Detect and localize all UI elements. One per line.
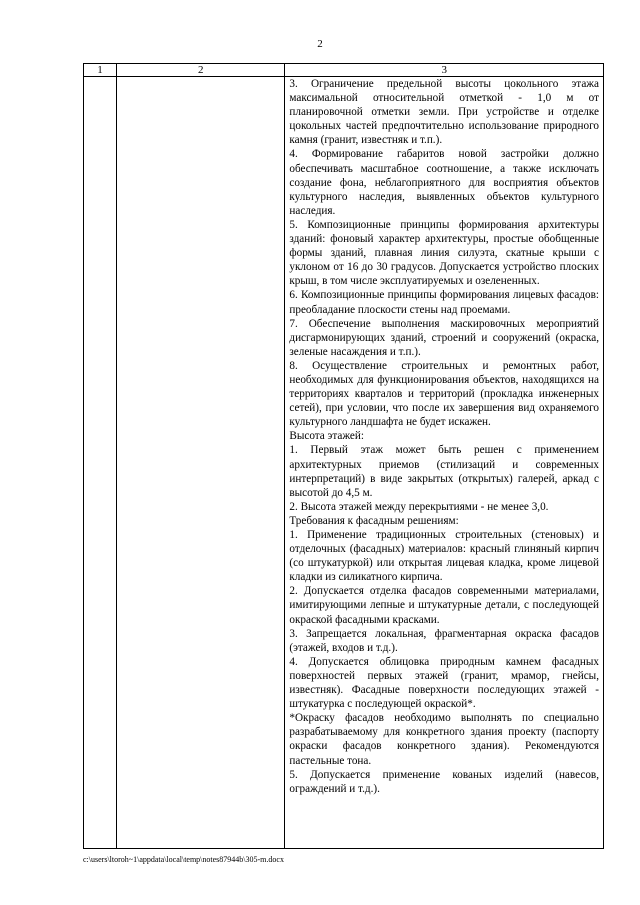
- empty-cell-1: [84, 77, 117, 849]
- file-path-footer: c:\users\ltoroh~1\appdata\local\temp\notes87944b\305-m.docx: [83, 855, 284, 864]
- paragraph: 2. Высота этажей между перекрытиями - не менее 3,0.: [289, 500, 549, 513]
- section-heading: Высота этажей:: [289, 430, 364, 443]
- page-number: 2: [317, 38, 323, 50]
- paragraph: 3. Ограничение предельной высоты цокольного этажа максимальной относительной отметкой - 1,0 м от планировочной отметки земли. При устройстве и отделке цокольных частей предпочтительно использование природного камня (гранит, известняк и т.п.).: [289, 78, 599, 147]
- requirements-cell: [285, 77, 604, 849]
- paragraph: 1. Первый этаж может быть решен с применением архитектурных приемов (стилизаций и современных интерпретаций) в виде закрытых (открытых) галерей, аркад с высотой до 4,5 м.: [289, 444, 599, 499]
- header-cell-3: 3: [285, 64, 604, 77]
- paragraph: 1. Применение традиционных строительных (стеновых) и отделочных (фасадных) материалов: красный глиняный кирпич (со штукатуркой) или открытая лицевая кладка, кроме лицевой кладки из силикатного кирпича.: [289, 529, 599, 584]
- paragraph: 7. Обеспечение выполнения маскировочных мероприятий дисгармонирующих зданий, строений и сооружений (окраска, зеленые насаждения и т.п.).: [289, 317, 599, 358]
- paragraph: 5. Композиционные принципы формирования архитектуры зданий: фоновый характер архитектуры, простые обобщенные формы зданий, плавная линия силуэта, скатные крыши с уклоном от 16 до 30 градусов. Допускается устройство плоских крыш, в том числе эксплуатируемых и озелененных.: [289, 218, 599, 288]
- table-header-row: [84, 64, 604, 77]
- paragraph: 5. Допускается применение кованых изделий (навесов, ограждений и т.д.).: [289, 768, 599, 795]
- paragraph: 2. Допускается отделка фасадов современными материалами, имитирующими лепные и штукатурные детали, с последующей окраской фасадными красками.: [289, 585, 599, 626]
- requirements-table: [83, 63, 604, 849]
- paragraph: 4. Формирование габаритов новой застройки должно обеспечивать масштабное соотношение, а также исключать создание фона, неблагоприятного для восприятия объектов культурного наследия, выявленных объектов культурного наследия.: [289, 148, 599, 217]
- paragraph: 8. Осуществление строительных и ремонтных работ, необходимых для функционирования объектов, находящихся на территориях кварталов и территорий (прокладка инженерных сетей), при условии, что после их завершения вид охраняемого культурного ландшафта не будет искажен.: [289, 359, 599, 429]
- table-row: [84, 77, 604, 849]
- section-heading: Требования к фасадным решениям:: [289, 514, 459, 527]
- paragraph: 6. Композиционные принципы формирования лицевых фасадов: преобладание плоскости стены над проемами.: [289, 289, 599, 316]
- header-cell-2: 2: [117, 64, 285, 77]
- empty-cell-2: [117, 77, 285, 849]
- paragraph: 3. Запрещается локальная, фрагментарная окраска фасадов (этажей, входов и т.д.).: [289, 627, 599, 654]
- header-cell-1: 1: [84, 64, 117, 77]
- paragraph: 4. Допускается облицовка природным камнем фасадных поверхностей первых этажей (гранит, мрамор, гнейсы, известняк). Фасадные поверхности последующих этажей - штукатурка с последующей окраской*.: [289, 655, 599, 711]
- paragraph: *Окраску фасадов необходимо выполнять по специально разрабатываемому для конкретного здания проекту (паспорту окраски фасадов конкретного здания). Рекомендуются пастельные тона.: [289, 712, 599, 767]
